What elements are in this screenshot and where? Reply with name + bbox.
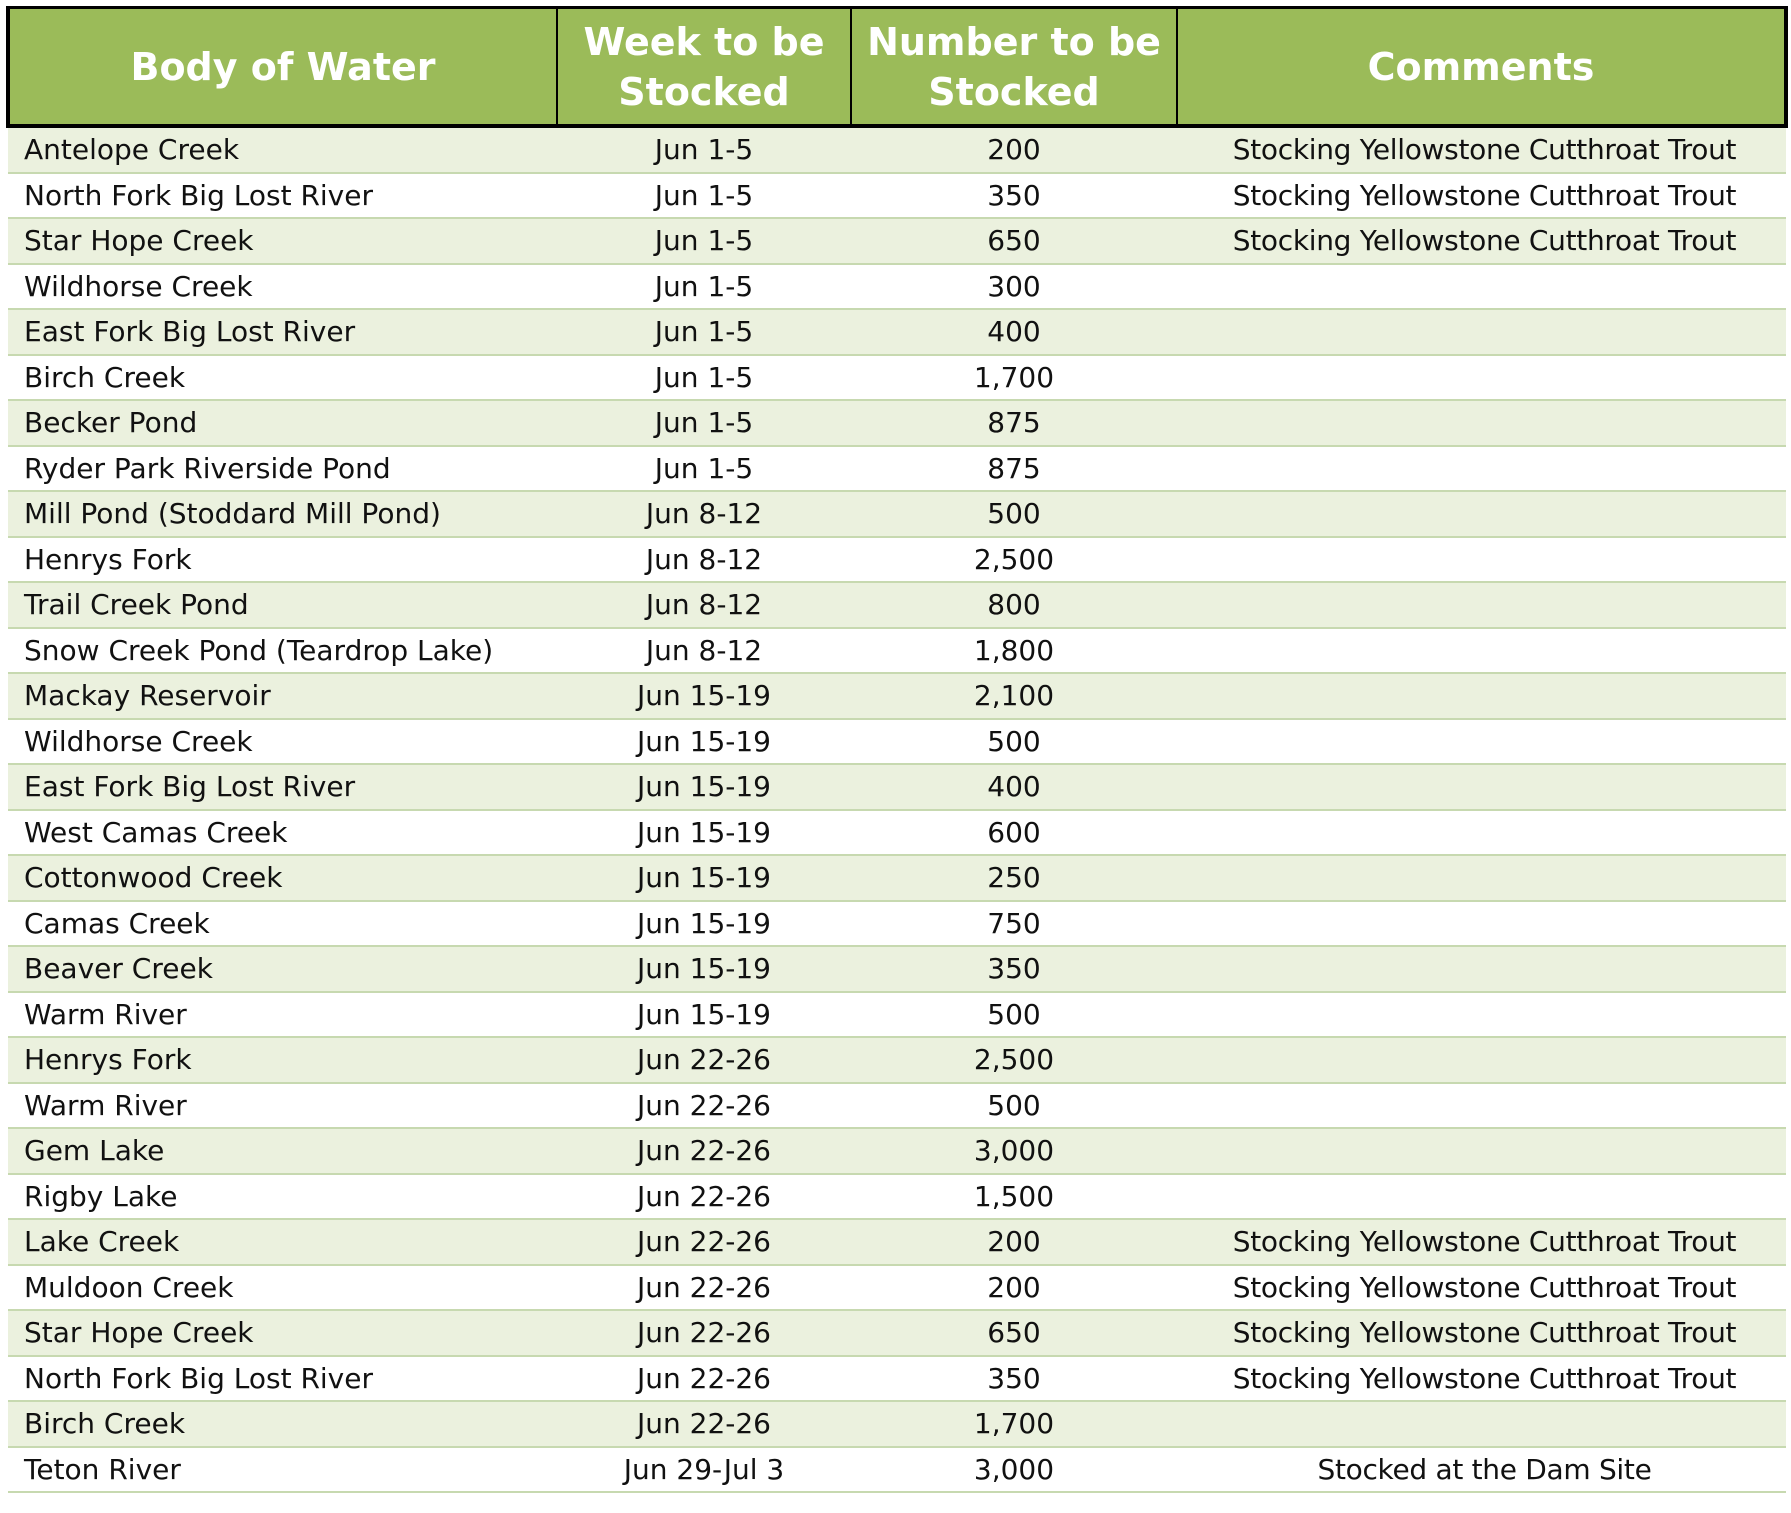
cell-body-of-water: Trail Creek Pond <box>8 582 557 628</box>
cell-comment: Stocked at the Dam Site <box>1177 1447 1786 1493</box>
table-row <box>8 1037 1786 1083</box>
table-row <box>8 1083 1786 1129</box>
cell-week: Jun 22-26 <box>557 1083 851 1129</box>
cell-body-of-water: Wildhorse Creek <box>8 719 557 765</box>
cell-number: 800 <box>851 582 1177 628</box>
cell-body-of-water: Birch Creek <box>8 355 557 401</box>
cell-week: Jun 8-12 <box>557 582 851 628</box>
cell-comment <box>1177 719 1786 765</box>
cell-comment <box>1177 1174 1786 1220</box>
cell-number: 750 <box>851 901 1177 947</box>
cell-comment <box>1177 537 1786 583</box>
table-row <box>8 1174 1786 1220</box>
cell-comment: Stocking Yellowstone Cutthroat Trout <box>1177 1265 1786 1311</box>
cell-body-of-water: Mackay Reservoir <box>8 673 557 719</box>
cell-comment <box>1177 582 1786 628</box>
header-comments <box>1177 8 1786 127</box>
cell-comment <box>1177 309 1786 355</box>
cell-comment: Stocking Yellowstone Cutthroat Trout <box>1177 126 1786 173</box>
header-week-line-1: Week to be <box>583 19 825 64</box>
cell-number: 650 <box>851 218 1177 264</box>
cell-week: Jun 22-26 <box>557 1037 851 1083</box>
table-row <box>8 446 1786 492</box>
cell-body-of-water: Antelope Creek <box>8 126 557 173</box>
cell-week: Jun 8-12 <box>557 491 851 537</box>
table-row <box>8 946 1786 992</box>
cell-comment <box>1177 1401 1786 1447</box>
cell-number: 250 <box>851 855 1177 901</box>
cell-body-of-water: Henrys Fork <box>8 1037 557 1083</box>
stocking-schedule-table <box>6 6 1788 1493</box>
table-header <box>8 8 1786 127</box>
cell-body-of-water: Wildhorse Creek <box>8 264 557 310</box>
cell-body-of-water: Star Hope Creek <box>8 218 557 264</box>
cell-week: Jun 22-26 <box>557 1356 851 1402</box>
cell-number: 1,700 <box>851 1401 1177 1447</box>
table-row <box>8 309 1786 355</box>
cell-comment <box>1177 491 1786 537</box>
cell-week: Jun 15-19 <box>557 901 851 947</box>
cell-week: Jun 15-19 <box>557 946 851 992</box>
cell-number: 3,000 <box>851 1128 1177 1174</box>
cell-comment <box>1177 1128 1786 1174</box>
table-row <box>8 901 1786 947</box>
table-row <box>8 1447 1786 1493</box>
cell-comment <box>1177 264 1786 310</box>
table-row <box>8 855 1786 901</box>
cell-number: 2,500 <box>851 1037 1177 1083</box>
cell-number: 350 <box>851 173 1177 219</box>
cell-body-of-water: Gem Lake <box>8 1128 557 1174</box>
cell-body-of-water: East Fork Big Lost River <box>8 764 557 810</box>
table-row <box>8 126 1786 173</box>
cell-body-of-water: West Camas Creek <box>8 810 557 856</box>
table-row <box>8 537 1786 583</box>
cell-body-of-water: Camas Creek <box>8 901 557 947</box>
table-row <box>8 1128 1786 1174</box>
table-row <box>8 355 1786 401</box>
cell-body-of-water: Henrys Fork <box>8 537 557 583</box>
cell-number: 350 <box>851 1356 1177 1402</box>
table-row <box>8 264 1786 310</box>
table-row <box>8 400 1786 446</box>
table-row <box>8 1401 1786 1447</box>
cell-comment <box>1177 1083 1786 1129</box>
table-row <box>8 673 1786 719</box>
table-row <box>8 582 1786 628</box>
cell-comment <box>1177 673 1786 719</box>
cell-comment <box>1177 946 1786 992</box>
table-row <box>8 719 1786 765</box>
cell-week: Jun 15-19 <box>557 855 851 901</box>
header-week-line-2: Stocked <box>618 69 790 114</box>
table-row <box>8 173 1786 219</box>
cell-body-of-water: Cottonwood Creek <box>8 855 557 901</box>
cell-number: 1,800 <box>851 628 1177 674</box>
cell-body-of-water: Snow Creek Pond (Teardrop Lake) <box>8 628 557 674</box>
cell-week: Jun 22-26 <box>557 1265 851 1311</box>
table-row <box>8 218 1786 264</box>
cell-number: 300 <box>851 264 1177 310</box>
cell-number: 350 <box>851 946 1177 992</box>
cell-number: 650 <box>851 1310 1177 1356</box>
cell-number: 600 <box>851 810 1177 856</box>
table-row <box>8 764 1786 810</box>
cell-week: Jun 1-5 <box>557 126 851 173</box>
cell-body-of-water: Becker Pond <box>8 400 557 446</box>
cell-week: Jun 1-5 <box>557 446 851 492</box>
table-row <box>8 491 1786 537</box>
header-body-of-water <box>8 8 557 127</box>
cell-comment: Stocking Yellowstone Cutthroat Trout <box>1177 1356 1786 1402</box>
cell-body-of-water: Teton River <box>8 1447 557 1493</box>
cell-comment <box>1177 1037 1786 1083</box>
cell-week: Jun 1-5 <box>557 400 851 446</box>
header-row <box>8 8 1786 127</box>
cell-week: Jun 15-19 <box>557 673 851 719</box>
cell-body-of-water: Lake Creek <box>8 1219 557 1265</box>
cell-comment <box>1177 355 1786 401</box>
cell-number: 500 <box>851 719 1177 765</box>
cell-week: Jun 1-5 <box>557 173 851 219</box>
cell-comment: Stocking Yellowstone Cutthroat Trout <box>1177 173 1786 219</box>
cell-week: Jun 1-5 <box>557 355 851 401</box>
cell-week: Jun 22-26 <box>557 1128 851 1174</box>
cell-body-of-water: Beaver Creek <box>8 946 557 992</box>
cell-comment <box>1177 446 1786 492</box>
header-body-of-water-label: Body of Water <box>130 44 436 89</box>
cell-week: Jun 22-26 <box>557 1174 851 1220</box>
cell-number: 2,500 <box>851 537 1177 583</box>
cell-body-of-water: Warm River <box>8 992 557 1038</box>
cell-body-of-water: Rigby Lake <box>8 1174 557 1220</box>
cell-week: Jun 15-19 <box>557 810 851 856</box>
cell-body-of-water: Warm River <box>8 1083 557 1129</box>
cell-number: 200 <box>851 1219 1177 1265</box>
cell-week: Jun 1-5 <box>557 309 851 355</box>
header-comments-label: Comments <box>1367 44 1595 89</box>
cell-number: 200 <box>851 126 1177 173</box>
header-week-to-be-stocked <box>557 8 851 127</box>
table-row <box>8 1356 1786 1402</box>
cell-comment: Stocking Yellowstone Cutthroat Trout <box>1177 1219 1786 1265</box>
header-number-to-be-stocked <box>851 8 1177 127</box>
cell-comment: Stocking Yellowstone Cutthroat Trout <box>1177 1310 1786 1356</box>
cell-body-of-water: Ryder Park Riverside Pond <box>8 446 557 492</box>
cell-number: 500 <box>851 992 1177 1038</box>
table-row <box>8 1265 1786 1311</box>
cell-comment <box>1177 628 1786 674</box>
header-number-line-2: Stocked <box>928 69 1100 114</box>
cell-week: Jun 22-26 <box>557 1401 851 1447</box>
cell-comment <box>1177 901 1786 947</box>
cell-week: Jun 15-19 <box>557 992 851 1038</box>
table-row <box>8 810 1786 856</box>
cell-comment <box>1177 400 1786 446</box>
cell-comment: Stocking Yellowstone Cutthroat Trout <box>1177 218 1786 264</box>
cell-week: Jun 8-12 <box>557 537 851 583</box>
cell-week: Jun 22-26 <box>557 1310 851 1356</box>
cell-number: 3,000 <box>851 1447 1177 1493</box>
table-body <box>8 126 1786 1492</box>
cell-week: Jun 22-26 <box>557 1219 851 1265</box>
cell-comment <box>1177 992 1786 1038</box>
cell-body-of-water: Muldoon Creek <box>8 1265 557 1311</box>
cell-body-of-water: Mill Pond (Stoddard Mill Pond) <box>8 491 557 537</box>
cell-body-of-water: Star Hope Creek <box>8 1310 557 1356</box>
cell-week: Jun 29-Jul 3 <box>557 1447 851 1493</box>
table-row <box>8 628 1786 674</box>
table-row <box>8 992 1786 1038</box>
cell-number: 2,100 <box>851 673 1177 719</box>
cell-number: 400 <box>851 764 1177 810</box>
cell-week: Jun 15-19 <box>557 764 851 810</box>
cell-comment <box>1177 855 1786 901</box>
cell-number: 875 <box>851 446 1177 492</box>
cell-body-of-water: Birch Creek <box>8 1401 557 1447</box>
header-number-line-1: Number to be <box>867 19 1161 64</box>
cell-body-of-water: North Fork Big Lost River <box>8 1356 557 1402</box>
cell-number: 200 <box>851 1265 1177 1311</box>
cell-week: Jun 1-5 <box>557 264 851 310</box>
cell-number: 875 <box>851 400 1177 446</box>
cell-number: 1,500 <box>851 1174 1177 1220</box>
cell-number: 500 <box>851 1083 1177 1129</box>
cell-comment <box>1177 764 1786 810</box>
table-row <box>8 1310 1786 1356</box>
cell-number: 500 <box>851 491 1177 537</box>
table-row <box>8 1219 1786 1265</box>
cell-body-of-water: East Fork Big Lost River <box>8 309 557 355</box>
cell-comment <box>1177 810 1786 856</box>
cell-number: 400 <box>851 309 1177 355</box>
cell-number: 1,700 <box>851 355 1177 401</box>
cell-body-of-water: North Fork Big Lost River <box>8 173 557 219</box>
cell-week: Jun 1-5 <box>557 218 851 264</box>
cell-week: Jun 8-12 <box>557 628 851 674</box>
cell-week: Jun 15-19 <box>557 719 851 765</box>
